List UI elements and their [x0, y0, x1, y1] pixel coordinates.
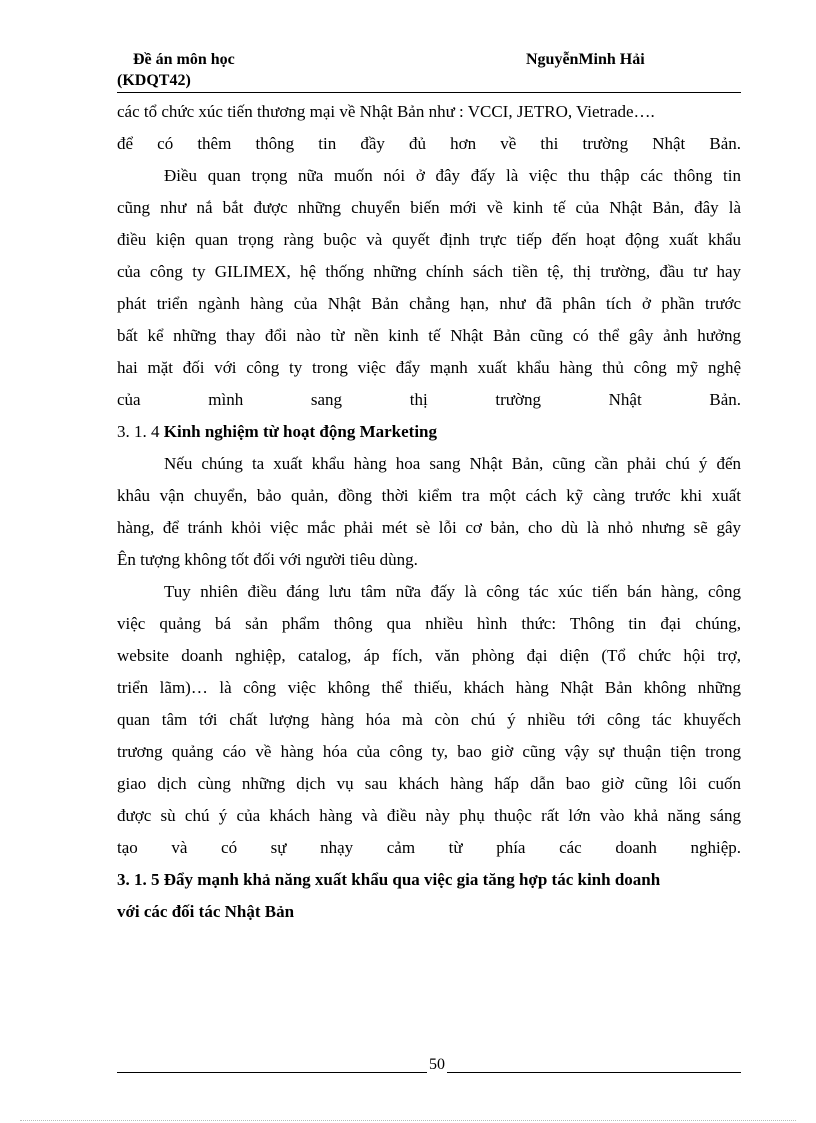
section-number: 3. 1. 4: [117, 422, 160, 441]
document-body: [117, 96, 741, 928]
page-break-line: [20, 1120, 796, 1121]
text-line: triển lãm)… là công việc không thể thiếu, khách hàng Nhật Bản không những: [117, 678, 741, 697]
text-line: trương quảng cáo về hàng hóa của công ty, bao giờ cũng vậy sự thuận tiện trong: [117, 742, 741, 761]
section-heading-3-1-5: [117, 864, 741, 896]
text-line: việc quảng bá sản phẩm thông qua nhiều hình thức: Thông tin đại chúng,: [117, 614, 741, 633]
author-name: NguyễnMinh Hải: [526, 51, 645, 68]
page-footer: [117, 1056, 741, 1076]
text-line: giao dịch cùng những dịch vụ sau khách hàng hấp dẫn bao giờ cũng lôi cuốn: [117, 774, 741, 793]
section-title: Đẩy mạnh khả năng xuất khẩu qua việc gia tăng hợp tác kinh doanh: [163, 870, 661, 889]
text-line: hai mặt đối với công ty trong việc đẩy mạnh xuất khẩu hàng thủ công mỹ nghệ: [117, 358, 741, 377]
text-line: được sù chú ý của khách hàng và điều này phụ thuộc rất lớn vào khả năng sáng: [117, 806, 741, 825]
text-line: Ên tượng không tốt đối với người tiêu dùng.: [117, 550, 418, 569]
course-title: Đề án môn học: [133, 51, 235, 68]
section-heading-3-1-4: [117, 416, 741, 448]
text-line: hàng, để tránh khỏi việc mắc phải mét sè lỗi cơ bản, cho dù là nhỏ nhưng sẽ gây: [117, 518, 741, 537]
text-line: tạo và có sự nhạy cảm từ phía các doanh nghiệp.: [117, 838, 741, 857]
footer-rule-right: [447, 1072, 741, 1073]
section-title-continued: với các đối tác Nhật Bản: [117, 902, 295, 921]
page-number: 50: [429, 1056, 445, 1073]
text-line: của mình sang thị trường Nhật Bản.: [117, 390, 741, 409]
paragraph-start: Nếu chúng ta xuất khẩu hàng hoa sang Nhật Bản, cũng cần phải chú ý đến: [164, 454, 741, 473]
section-title: Kinh nghiệm từ hoạt động Marketing: [163, 422, 438, 441]
course-code: (KDQT42): [117, 72, 191, 89]
section-number: 3. 1. 5: [117, 870, 160, 889]
text-line: quan tâm tới chất lượng hàng hóa mà còn chú ý nhiều tới công tác khuyếch: [117, 710, 741, 729]
page-header: [117, 50, 741, 93]
text-line: bất kể những thay đổi nào từ nền kinh tế Nhật Bản cũng có thể gây ảnh hưởng: [117, 326, 741, 345]
text-line: các tổ chức xúc tiến thương mại về Nhật Bản như : VCCI, JETRO, Vietrade….: [117, 102, 655, 121]
text-line: để có thêm thông tin đầy đủ hơn về thi trường Nhật Bản.: [117, 134, 741, 153]
footer-rule-left: [117, 1072, 427, 1073]
paragraph-start: Điều quan trọng nữa muốn nói ở đây đấy là việc thu thập các thông tin: [164, 166, 741, 185]
text-line: của công ty GILIMEX, hệ thống những chính sách tiền tệ, thị trường, đầu tư hay: [117, 262, 741, 281]
text-line: phát triển ngành hàng của Nhật Bản chẳng hạn, như đã phân tích ở phần trước: [117, 294, 741, 313]
text-line: website doanh nghiệp, catalog, áp fích, văn phòng đại diện (Tổ chức hội trợ,: [117, 646, 741, 665]
text-line: điều kiện quan trọng ràng buộc và quyết định trực tiếp đến hoạt động xuất khẩu: [117, 230, 741, 249]
text-line: khâu vận chuyển, bảo quản, đồng thời kiểm tra một cách kỹ càng trước khi xuất: [117, 486, 741, 505]
text-line: cũng như nắ bắt được những chuyển biến mới về kinh tế của Nhật Bản, đây là: [117, 198, 741, 217]
paragraph-start: Tuy nhiên điều đáng lưu tâm nữa đấy là công tác xúc tiến bán hàng, công: [164, 582, 741, 601]
